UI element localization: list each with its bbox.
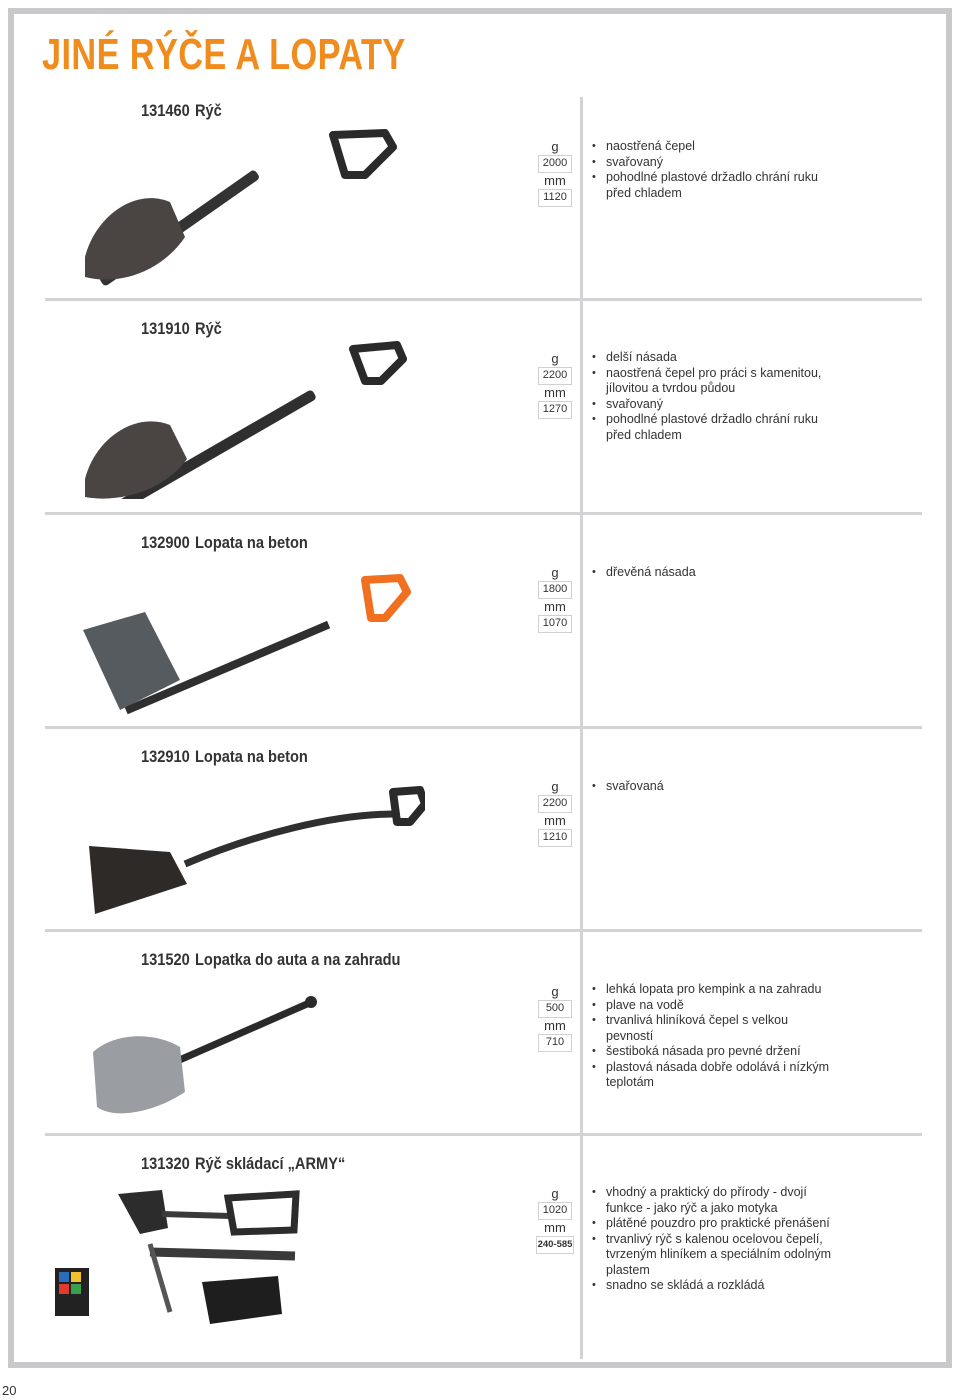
length-unit: mm	[544, 599, 566, 614]
product-title	[141, 533, 308, 553]
product-section-132900	[45, 515, 922, 729]
feature-list	[592, 139, 832, 201]
spade-image	[75, 127, 425, 287]
weight-unit: g	[551, 1186, 559, 1201]
feature-item: • svařovaná	[592, 779, 832, 795]
spade-image	[75, 339, 425, 499]
length-value: 240-585	[536, 1236, 574, 1254]
product-name: Lopata na beton	[194, 533, 308, 552]
spec-block	[539, 139, 571, 207]
feature-item: • pohodlné plastové držadlo chrání ruku před chladem	[592, 412, 832, 443]
shovel-image	[75, 784, 425, 919]
feature-list	[592, 982, 832, 1091]
feature-item: • vhodný a praktický do přírody - dvojí funkce - jako rýč a jako motyka	[592, 1185, 832, 1216]
product-name: Rýč	[194, 101, 222, 120]
product-section-132910	[45, 729, 922, 932]
feature-list	[592, 779, 832, 795]
feature-item: • naostřená čepel pro práci s kamenitou, jílovitou a tvrdou půdou	[592, 366, 832, 397]
weight-unit: g	[551, 139, 559, 154]
product-section-131910	[45, 301, 922, 515]
weight-unit: g	[551, 779, 559, 794]
feature-item: • svařovaný	[592, 397, 832, 413]
folding-spade-image	[110, 1184, 360, 1329]
spec-block	[539, 779, 571, 847]
product-title	[141, 101, 222, 121]
product-section-131460	[45, 97, 922, 301]
feature-item: • plastová násada dobře odolává i nízkým teplotám	[592, 1060, 832, 1091]
feature-item: • delší násada	[592, 350, 832, 366]
spec-block	[539, 565, 571, 633]
feature-item: • lehká lopata pro kempink a na zahradu	[592, 982, 832, 998]
feature-item: • plátěné pouzdro pro praktické přenášení	[592, 1216, 832, 1232]
product-section-131320	[45, 1136, 922, 1362]
length-value: 1120	[538, 189, 572, 207]
length-value: 710	[538, 1034, 572, 1052]
weight-value: 1020	[538, 1202, 572, 1220]
feature-item: • pohodlné plastové držadlo chrání ruku před chladem	[592, 170, 832, 201]
weight-unit: g	[551, 984, 559, 999]
feature-list	[592, 565, 832, 581]
feature-item: • naostřená čepel	[592, 139, 832, 155]
column-divider	[580, 97, 583, 298]
page-number: 20	[2, 1383, 17, 1398]
product-code: 132900	[141, 533, 190, 552]
feature-list	[592, 350, 832, 443]
weight-unit: g	[551, 351, 559, 366]
weight-value: 2000	[538, 155, 572, 173]
column-divider	[580, 729, 583, 929]
product-title	[141, 747, 308, 767]
length-unit: mm	[544, 813, 566, 828]
weight-value: 1800	[538, 581, 572, 599]
length-unit: mm	[544, 385, 566, 400]
product-code: 131320	[141, 1154, 190, 1173]
length-value: 1210	[538, 829, 572, 847]
spec-block	[539, 1186, 571, 1254]
length-value: 1070	[538, 615, 572, 633]
weight-value: 2200	[538, 367, 572, 385]
product-name: Rýč skládací „ARMY“	[194, 1154, 346, 1173]
weight-value: 2200	[538, 795, 572, 813]
product-name: Lopatka do auta a na zahradu	[194, 950, 401, 969]
award-badge-icon	[55, 1268, 89, 1316]
feature-item: • dřevěná násada	[592, 565, 832, 581]
product-title	[141, 950, 400, 970]
column-divider	[580, 301, 583, 512]
weight-value: 500	[538, 1000, 572, 1018]
feature-item: • trvanlivý rýč s kalenou ocelovou čepelí, tvrzeným hliníkem a speciálním odolným plastem	[592, 1232, 832, 1279]
feature-item: • snadno se skládá a rozkládá	[592, 1278, 832, 1294]
feature-item: • svařovaný	[592, 155, 832, 171]
column-divider	[580, 932, 583, 1133]
shovel-image	[75, 570, 425, 720]
product-code: 131910	[141, 319, 190, 338]
product-name: Rýč	[194, 319, 222, 338]
length-unit: mm	[544, 1220, 566, 1235]
spec-block	[539, 984, 571, 1052]
column-divider	[580, 515, 583, 726]
feature-item: • plave na vodě	[592, 998, 832, 1014]
column-divider	[580, 1136, 583, 1359]
product-section-131520	[45, 932, 922, 1136]
feature-list	[592, 1185, 832, 1294]
length-value: 1270	[538, 401, 572, 419]
product-code: 131460	[141, 101, 190, 120]
page-title: JINÉ RÝČE A LOPATY	[42, 30, 406, 79]
product-title	[141, 319, 222, 339]
feature-item: • šestiboká násada pro pevné držení	[592, 1044, 832, 1060]
product-code: 131520	[141, 950, 190, 969]
feature-item: • trvanlivá hliníková čepel s velkou pevností	[592, 1013, 832, 1044]
product-name: Lopata na beton	[194, 747, 308, 766]
product-title	[141, 1154, 345, 1174]
product-code: 132910	[141, 747, 190, 766]
length-unit: mm	[544, 1018, 566, 1033]
car-shovel-image	[75, 992, 375, 1122]
length-unit: mm	[544, 173, 566, 188]
spec-block	[539, 351, 571, 419]
weight-unit: g	[551, 565, 559, 580]
